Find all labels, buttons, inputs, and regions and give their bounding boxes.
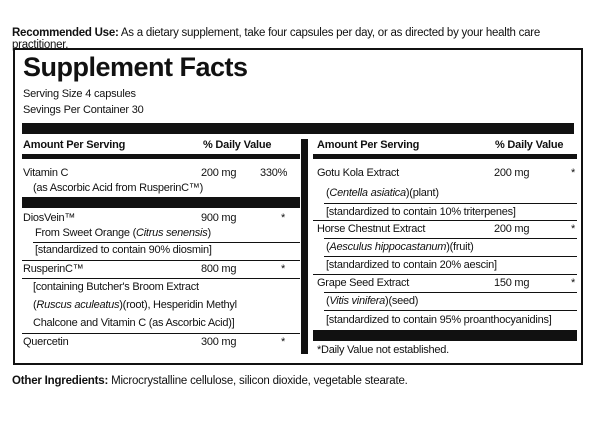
- divider: [22, 333, 300, 334]
- item-dv: *: [571, 167, 576, 179]
- left-header-bar: [22, 154, 300, 159]
- right-header-bar: [313, 154, 577, 159]
- sub2-open: (: [33, 299, 37, 311]
- latin-open: (: [326, 295, 330, 307]
- item-latin: [326, 241, 474, 253]
- item-dv: *: [281, 263, 286, 275]
- source-end: ): [207, 227, 211, 239]
- item-amount: 200 mg: [494, 223, 530, 235]
- divider: [22, 278, 300, 279]
- right-bottom-bar: [313, 330, 577, 341]
- column-separator: [301, 139, 308, 354]
- latin-open: (: [326, 241, 330, 253]
- facts-title: Supplement Facts: [23, 52, 248, 82]
- item-sub2: [33, 299, 237, 311]
- divider: [33, 242, 300, 243]
- source-text: From Sweet Orange (: [35, 227, 137, 239]
- item-standardized: [standardized to contain 90% diosmin]: [35, 244, 212, 256]
- item-amount: 200 mg: [494, 167, 530, 179]
- recommended-use-text: As a dietary supplement, take four capsules per day, or as directed by your health care practitioner.: [12, 27, 540, 51]
- item-dv: 330%: [260, 167, 288, 179]
- other-ingredients-label: Other Ingredients:: [12, 375, 109, 387]
- thick-divider: [22, 123, 574, 134]
- serving-size: Serving Size 4 capsules: [23, 88, 136, 100]
- other-ingredients: [12, 375, 408, 387]
- item-dv: *: [281, 336, 286, 348]
- item-name: Grape Seed Extract: [317, 277, 410, 289]
- divider: [324, 238, 577, 239]
- recommended-use-label: Recommended Use:: [12, 27, 119, 39]
- item-name: DiosVein™: [23, 212, 76, 224]
- right-header-amount: Amount Per Serving: [317, 139, 420, 151]
- latin-name: Vitis vinifera: [329, 295, 386, 307]
- item-amount: 800 mg: [201, 263, 237, 275]
- item-amount: 300 mg: [201, 336, 237, 348]
- supplement-facts-panel: [13, 48, 583, 365]
- divider: [313, 274, 577, 275]
- item-name: Horse Chestnut Extract: [317, 223, 426, 235]
- latin-name: Aesculus hippocastanum: [329, 241, 447, 253]
- right-header-dv: % Daily Value: [495, 139, 564, 151]
- item-amount: 150 mg: [494, 277, 530, 289]
- divider: [324, 203, 577, 204]
- item-name: Vitamin C: [23, 167, 69, 179]
- footnote: *Daily Value not established.: [317, 344, 449, 356]
- item-latin: [326, 295, 418, 307]
- servings-per-container: Sevings Per Container 30: [23, 104, 144, 116]
- item-dv: *: [571, 223, 576, 235]
- divider: [324, 292, 577, 293]
- divider: [324, 310, 577, 311]
- divider: [313, 220, 577, 221]
- item-source: [35, 227, 211, 239]
- item-note: (as Ascorbic Acid from RusperinC™): [33, 182, 203, 194]
- divider: [324, 256, 577, 257]
- item-amount: 200 mg: [201, 167, 237, 179]
- item-sub1: [containing Butcher's Broom Extract: [33, 281, 199, 293]
- other-ingredients-text: Microcrystalline cellulose, silicon dioxide, vegetable stearate.: [108, 375, 408, 387]
- latin-end: )(fruit): [446, 241, 474, 253]
- divider: [22, 260, 300, 261]
- item-latin: [326, 187, 439, 199]
- item-name: Gotu Kola Extract: [317, 167, 399, 179]
- latin-name: Citrus senensis: [136, 227, 208, 239]
- sub2-end: )(root), Hesperidin Methyl: [119, 299, 237, 311]
- latin-end: )(seed): [385, 295, 419, 307]
- left-thick-bar: [22, 197, 300, 208]
- left-header-dv: % Daily Value: [203, 139, 272, 151]
- latin-name: Ruscus aculeatus: [36, 299, 120, 311]
- item-dv: *: [281, 212, 286, 224]
- item-standardized: [standardized to contain 95% proanthocyanidins]: [326, 314, 552, 326]
- item-standardized: [standardized to contain 10% triterpenes]: [326, 206, 516, 218]
- item-name: Quercetin: [23, 336, 69, 348]
- item-sub3: Chalcone and Vitamin C (as Ascorbic Acid)]: [33, 317, 235, 329]
- item-name: RusperinC™: [23, 263, 84, 275]
- latin-end: )(plant): [405, 187, 439, 199]
- latin-name: Centella asiatica: [329, 187, 406, 199]
- latin-open: (: [326, 187, 330, 199]
- item-standardized: [standardized to contain 20% aescin]: [326, 259, 497, 271]
- item-amount: 900 mg: [201, 212, 237, 224]
- left-header-amount: Amount Per Serving: [23, 139, 126, 151]
- item-dv: *: [571, 277, 576, 289]
